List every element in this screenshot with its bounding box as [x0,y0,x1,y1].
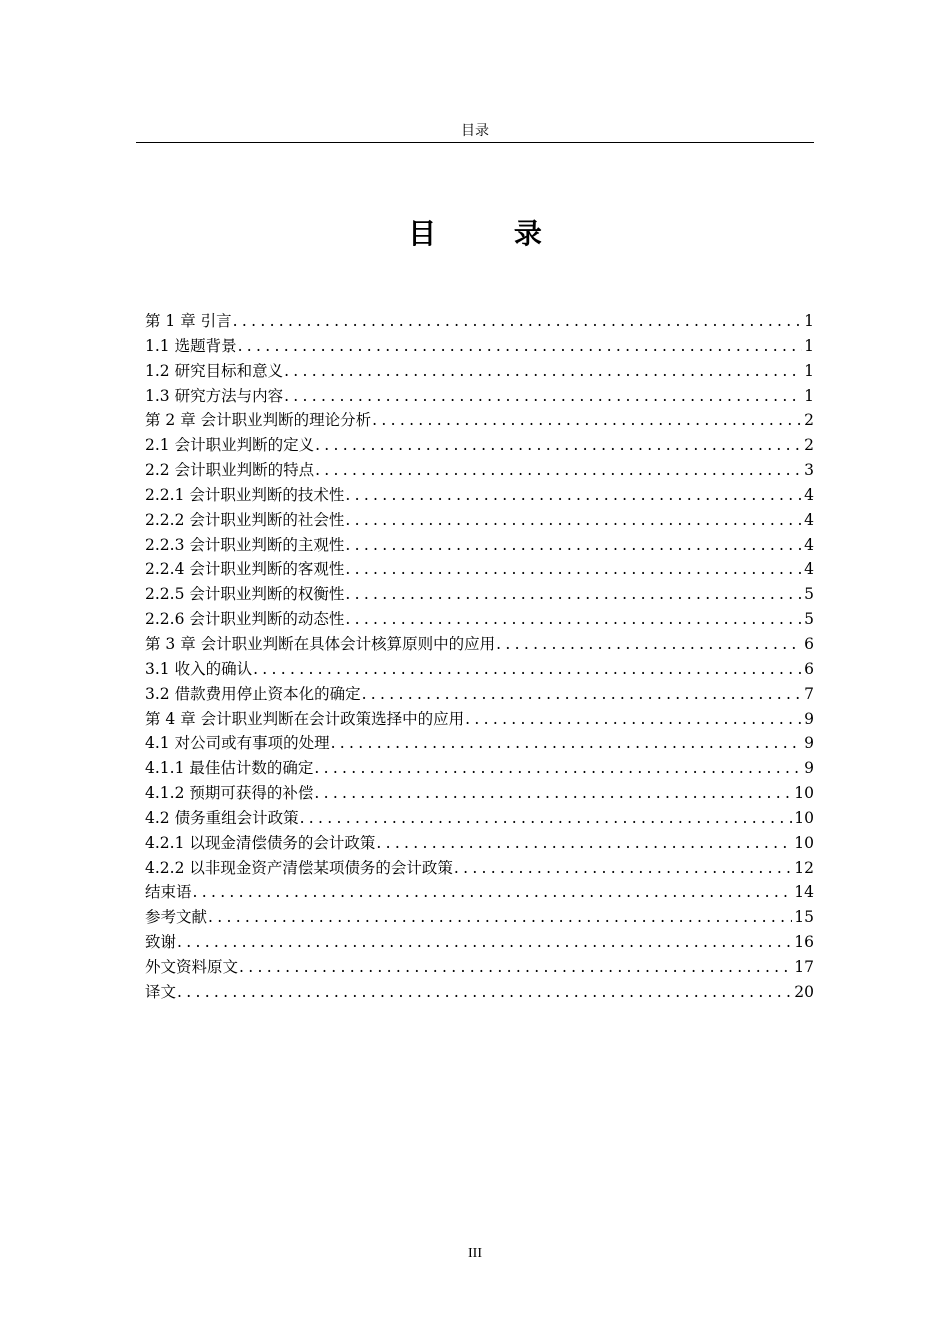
toc-entry-label: 3.1 收入的确认 [145,659,253,678]
dot-leader [208,905,792,930]
toc-entry-page: 7 [804,684,814,703]
toc-entry[interactable] [145,831,814,856]
dot-leader [233,309,802,334]
toc-entry[interactable] [145,930,814,955]
toc-entry-page: 9 [804,734,814,753]
dot-leader [345,582,802,607]
toc-entry[interactable] [145,955,814,980]
toc-entry-label: 2.2.3 会计职业判断的主观性 [145,535,345,554]
toc-entry-label: 1.2 研究目标和意义 [145,361,284,380]
toc-entry-page: 10 [794,784,814,803]
dot-leader [315,458,802,483]
table-of-contents [145,309,814,1005]
toc-entry[interactable] [145,334,814,359]
toc-entry-page: 20 [794,982,814,1001]
toc-entry-page: 2 [804,411,814,430]
dot-leader [177,930,792,955]
toc-entry-page: 9 [804,709,814,728]
dot-leader [345,533,802,558]
dot-leader [331,731,803,756]
toc-entry-label: 结束语 [145,883,192,902]
dot-leader [315,433,802,458]
toc-entry[interactable] [145,731,814,756]
dot-leader [345,607,802,632]
dot-leader [345,557,802,582]
dot-leader [284,384,802,409]
toc-entry-label: 4.1.1 最佳估计数的确定 [145,759,314,778]
toc-entry-label: 4.2.2 以非现金资产清偿某项债务的会计政策 [145,858,453,877]
toc-entry[interactable] [145,707,814,732]
page-number: III [468,1246,482,1261]
toc-entry-label: 3.2 借款费用停止资本化的确定 [145,684,361,703]
running-header: 目录 [461,123,489,139]
dot-leader [314,756,802,781]
toc-entry[interactable] [145,980,814,1005]
toc-entry[interactable] [145,359,814,384]
dot-leader [454,856,792,881]
toc-entry-page: 6 [804,634,814,653]
toc-entry[interactable] [145,632,814,657]
toc-entry[interactable] [145,508,814,533]
toc-entry[interactable] [145,433,814,458]
toc-entry[interactable] [145,806,814,831]
dot-leader [345,483,802,508]
toc-entry[interactable] [145,557,814,582]
toc-entry-page: 5 [804,610,814,629]
dot-leader [314,781,792,806]
toc-entry[interactable] [145,309,814,334]
toc-entry-page: 14 [794,883,814,902]
toc-entry-label: 第 2 章 会计职业判断的理论分析 [145,411,372,430]
toc-entry-page: 4 [804,560,814,579]
toc-entry[interactable] [145,756,814,781]
toc-title: 目 录 [408,217,576,250]
toc-entry[interactable] [145,384,814,409]
toc-entry[interactable] [145,607,814,632]
toc-entry-label: 4.2 债务重组会计政策 [145,808,299,827]
toc-entry-label: 4.2.1 以现金清偿债务的会计政策 [145,833,376,852]
toc-entry-label: 1.3 研究方法与内容 [145,386,284,405]
dot-leader [284,359,802,384]
dot-leader [300,806,793,831]
toc-entry-page: 4 [804,485,814,504]
toc-entry-label: 2.1 会计职业判断的定义 [145,436,315,455]
dot-leader [193,880,793,905]
toc-entry[interactable] [145,458,814,483]
toc-entry-page: 5 [804,585,814,604]
toc-entry-page: 16 [794,933,814,952]
toc-entry-label: 2.2 会计职业判断的特点 [145,461,315,480]
dot-leader [372,408,802,433]
toc-entry-label: 外文资料原文 [145,957,239,976]
toc-entry-label: 2.2.1 会计职业判断的技术性 [145,485,345,504]
toc-entry[interactable] [145,533,814,558]
toc-entry-page: 12 [794,858,814,877]
toc-entry-label: 4.1 对公司或有事项的处理 [145,734,330,753]
toc-entry[interactable] [145,657,814,682]
toc-entry[interactable] [145,408,814,433]
toc-entry-label: 1.1 选题背景 [145,336,237,355]
toc-entry-label: 译文 [145,982,177,1001]
toc-entry-page: 9 [804,759,814,778]
toc-entry-label: 4.1.2 预期可获得的补偿 [145,784,314,803]
dot-leader [496,632,802,657]
toc-entry-label: 第 1 章 引言 [145,312,232,330]
dot-leader [239,955,792,980]
toc-entry-page: 4 [804,510,814,529]
toc-entry-page: 10 [794,833,814,852]
toc-entry[interactable] [145,905,814,930]
toc-entry-page: 17 [794,957,814,976]
dot-leader [465,707,802,732]
toc-entry[interactable] [145,582,814,607]
toc-entry-label: 致谢 [145,933,177,952]
toc-entry-label: 2.2.4 会计职业判断的客观性 [145,560,345,579]
dot-leader [345,508,802,533]
toc-entry-label: 2.2.6 会计职业判断的动态性 [145,610,345,629]
toc-entry-label: 2.2.2 会计职业判断的社会性 [145,510,345,529]
toc-entry-page: 1 [804,386,814,405]
dot-leader [253,657,802,682]
dot-leader [238,334,803,359]
dot-leader [376,831,792,856]
toc-entry[interactable] [145,483,814,508]
toc-entry-page: 1 [804,361,814,380]
toc-entry-page: 10 [794,808,814,827]
toc-entry-page: 1 [804,336,814,355]
toc-entry-page: 6 [804,659,814,678]
toc-entry-page: 4 [804,535,814,554]
toc-entry-label: 第 4 章 会计职业判断在会计政策选择中的应用 [145,709,465,728]
toc-entry-label: 第 3 章 会计职业判断在具体会计核算原则中的应用 [145,634,496,653]
toc-entry-page: 2 [804,436,814,455]
toc-entry[interactable] [145,781,814,806]
toc-entry-label: 参考文献 [145,908,208,927]
toc-entry[interactable] [145,880,814,905]
toc-entry-label: 2.2.5 会计职业判断的权衡性 [145,585,345,604]
toc-entry[interactable] [145,682,814,707]
dot-leader [177,980,792,1005]
toc-entry-page: 3 [804,461,814,480]
toc-entry-page: 1 [804,312,814,330]
toc-entry-page: 15 [794,908,814,927]
header-rule [136,142,814,143]
toc-entry[interactable] [145,856,814,881]
dot-leader [362,682,803,707]
